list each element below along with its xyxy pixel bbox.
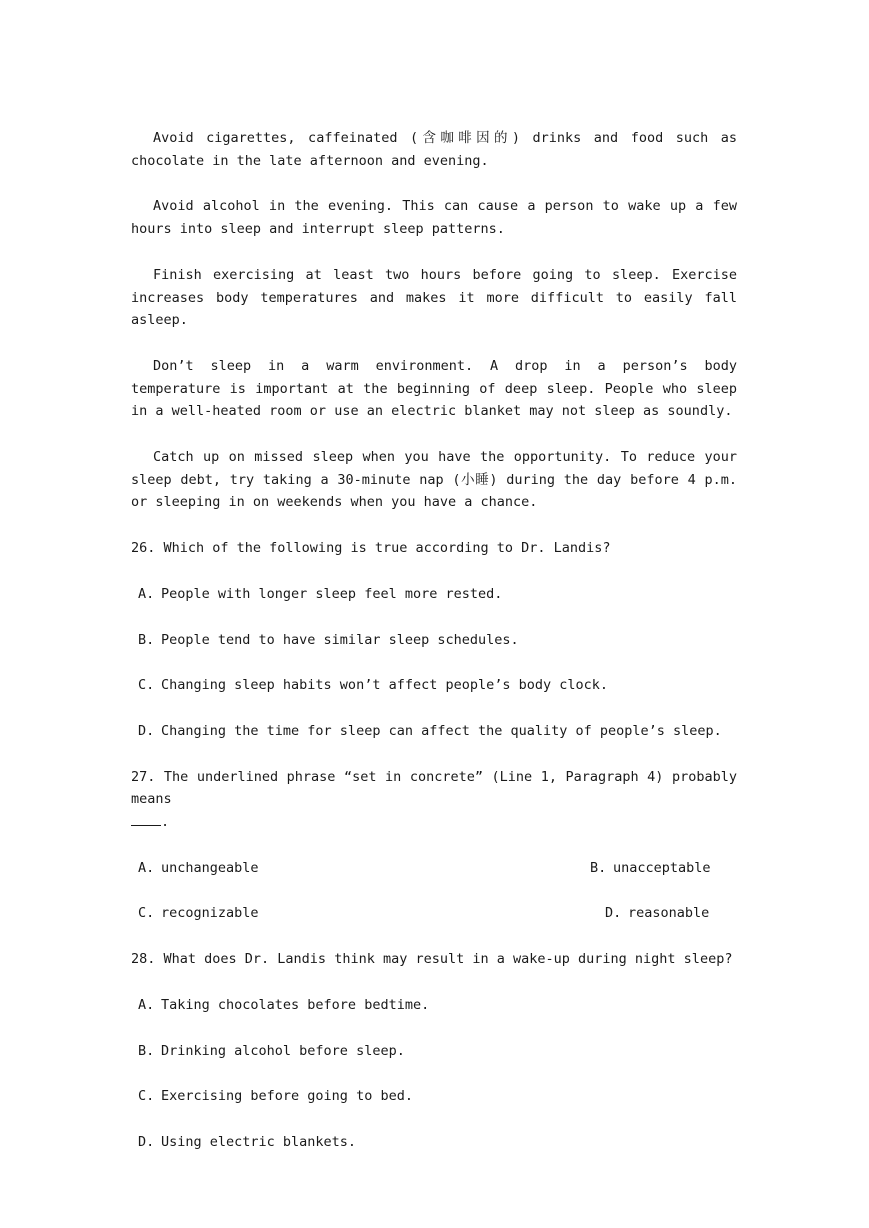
question-27-end: . xyxy=(161,814,170,831)
option-letter: A. xyxy=(138,585,155,602)
option-letter: A. xyxy=(138,996,155,1013)
option-text: People with longer sleep feel more rested. xyxy=(161,585,503,602)
q27-option-c xyxy=(138,902,259,925)
option-text: Using electric blankets. xyxy=(161,1133,357,1150)
q28-option-c xyxy=(131,1085,737,1108)
option-letter: B. xyxy=(138,1042,155,1059)
option-letter: D. xyxy=(138,1133,155,1150)
q28-option-b xyxy=(131,1040,737,1063)
option-letter: B. xyxy=(590,859,607,876)
passage-paragraph-5: Catch up on missed sleep when you have the opportunity. To reduce your sleep debt, try taking a 30-minute nap (小睡) during the day before 4 p.m. or sleeping in on weekends when you have a chance. xyxy=(131,449,737,511)
question-27-stem xyxy=(131,766,737,834)
option-letter: B. xyxy=(138,631,155,648)
q27-option-a xyxy=(138,857,259,880)
option-text: unchangeable xyxy=(161,859,259,876)
q28-option-a xyxy=(131,994,737,1017)
q27-option-d xyxy=(605,902,709,925)
option-text: Exercising before going to bed. xyxy=(161,1088,413,1105)
q26-option-c xyxy=(131,674,737,697)
option-text: reasonable xyxy=(628,905,710,922)
option-text: Taking chocolates before bedtime. xyxy=(161,996,430,1013)
q28-option-d xyxy=(131,1131,737,1154)
option-text: People tend to have similar sleep schedules. xyxy=(161,631,519,648)
q27-options-row-1 xyxy=(131,857,737,880)
option-letter: D. xyxy=(605,905,622,922)
document-page xyxy=(131,127,737,1154)
question-27-text: 27. The underlined phrase “set in concrete” (Line 1, Paragraph 4) probably means xyxy=(131,768,737,808)
passage-paragraph-1: Avoid cigarettes, caffeinated (含咖啡因的) drinks and food such as chocolate in the late afternoon and evening. xyxy=(131,130,737,169)
option-letter: C. xyxy=(138,1088,155,1105)
q26-option-d xyxy=(131,720,737,743)
q27-options-row-2 xyxy=(131,902,737,925)
q26-option-a xyxy=(131,583,737,606)
answer-blank xyxy=(131,812,161,826)
option-letter: C. xyxy=(138,677,155,694)
question-26-stem: 26. Which of the following is true according to Dr. Landis? xyxy=(131,540,611,557)
option-letter: C. xyxy=(138,905,155,922)
passage-paragraph-2: Avoid alcohol in the evening. This can cause a person to wake up a few hours into sleep and interrupt sleep patterns. xyxy=(131,198,737,238)
option-text: Changing the time for sleep can affect the quality of people’s sleep. xyxy=(161,722,722,739)
passage-paragraph-3: Finish exercising at least two hours before going to sleep. Exercise increases body temperatures and makes it more difficult to easily fall asleep. xyxy=(131,266,737,329)
q26-option-b xyxy=(131,629,737,652)
option-text: Changing sleep habits won’t affect people’s body clock. xyxy=(161,677,609,694)
option-text: unacceptable xyxy=(613,859,711,876)
option-letter: D. xyxy=(138,722,155,739)
option-text: Drinking alcohol before sleep. xyxy=(161,1042,405,1059)
option-letter: A. xyxy=(138,859,155,876)
question-28-stem: 28. What does Dr. Landis think may result in a wake-up during night sleep? xyxy=(131,951,733,968)
passage-paragraph-4: Don’t sleep in a warm environment. A drop in a person’s body temperature is important at the beginning of deep sleep. People who sleep in a well-heated room or use an electric blanket may not sleep as soundly. xyxy=(131,357,737,420)
option-text: recognizable xyxy=(161,905,259,922)
q27-option-b xyxy=(590,857,711,880)
